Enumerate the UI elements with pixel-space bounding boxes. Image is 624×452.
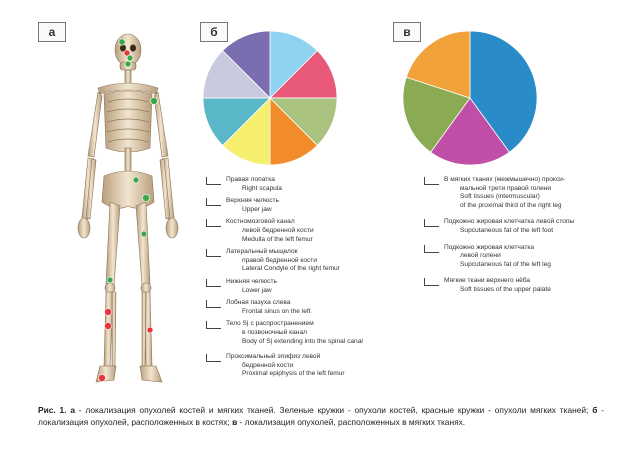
legend-item bbox=[206, 197, 396, 214]
legend-item bbox=[206, 176, 396, 193]
soft-marker-right-leg-2 bbox=[105, 323, 112, 330]
legend-item bbox=[424, 218, 614, 235]
legend-marker bbox=[206, 249, 221, 257]
legend-item bbox=[206, 218, 396, 244]
legend-label-ru-continued: левой голени bbox=[460, 252, 501, 260]
pie-chart-bone-tumors bbox=[200, 28, 340, 168]
figure-caption bbox=[38, 405, 604, 428]
legend-label-en: Medulla of the left femur bbox=[242, 235, 313, 243]
legend-label-en: Supcutaneous fat of the left foot bbox=[460, 226, 554, 234]
caption-a-text: - локализация опухолей костей и мягких тканей. Зеленые кружки - опухоли костей, красные кружки - опухоли мягких тканей; bbox=[75, 405, 589, 415]
panel-label-a: а bbox=[38, 22, 66, 42]
bone-marker-right-scapula bbox=[151, 98, 158, 105]
legend-marker bbox=[424, 245, 439, 253]
panel-label-b: б bbox=[200, 22, 228, 42]
legend-label-en: of the proximal third of the right leg bbox=[460, 201, 562, 209]
legend-label-ru: Латеральный мыщелок bbox=[226, 248, 298, 256]
legend-label-ru: Проксимальный эпифиз левой bbox=[226, 353, 321, 361]
legend-label-ru: Подкожно жировая клетчатка bbox=[444, 243, 535, 251]
legend-marker bbox=[424, 219, 439, 227]
legend-label-ru: Тело S| с распространением bbox=[226, 320, 314, 328]
panel-label-v: в bbox=[393, 22, 421, 42]
caption-fig-label: Рис. 1. bbox=[38, 405, 67, 415]
legend-item bbox=[424, 277, 614, 294]
legend-label-ru-continued: мальной трети правой голени bbox=[460, 184, 552, 192]
legend-item bbox=[206, 248, 396, 274]
legend-label-en: Right scapula bbox=[242, 184, 282, 192]
legend-label-en: Body of S| extending into the spinal canal bbox=[242, 337, 363, 345]
legend-item bbox=[206, 320, 396, 346]
soft-marker-left-foot bbox=[99, 375, 106, 382]
legend-label-ru: В мягких тканях (межмышечно) прокси- bbox=[444, 176, 566, 183]
legend-marker bbox=[206, 198, 221, 206]
legend-label-ru-continued: бедренной кости bbox=[242, 361, 294, 369]
legend-label-ru: Подкожно жировая клетчатка левой стопы bbox=[444, 218, 575, 226]
soft-marker-upper-palate bbox=[124, 50, 130, 56]
skeleton-illustration bbox=[70, 30, 190, 392]
bone-marker-right-femur-condyle bbox=[107, 277, 113, 283]
soft-marker-left-leg bbox=[147, 327, 153, 333]
legend-label-en: Lateral Condyle of the right femur bbox=[242, 265, 340, 273]
legend-soft-tissue-tumors bbox=[424, 176, 614, 299]
legend-marker bbox=[424, 278, 439, 286]
bone-marker-lower-jaw bbox=[125, 61, 131, 67]
caption-v-letter: в bbox=[232, 416, 238, 427]
legend-label-ru: Лобная пазуха слева bbox=[226, 299, 291, 307]
legend-label-en: Soft tissues (intermuscular) bbox=[460, 193, 540, 201]
legend-marker bbox=[424, 177, 439, 185]
legend-label-en: Lower jaw bbox=[242, 286, 272, 294]
legend-label-en: Proximal epiphysis of the left femur bbox=[242, 370, 345, 378]
legend-item bbox=[424, 176, 614, 210]
legend-marker bbox=[206, 177, 221, 185]
legend-label-ru: Верхняя челюсть bbox=[226, 197, 279, 205]
legend-item bbox=[206, 278, 396, 295]
bone-marker-left-femur-medulla bbox=[141, 231, 147, 237]
legend-label-ru-continued: левой бедренной кости bbox=[242, 226, 314, 234]
bone-marker-sacrum bbox=[133, 177, 139, 183]
legend-label-en: Frontal sinus on the left bbox=[242, 307, 311, 315]
legend-marker bbox=[206, 279, 221, 287]
legend-label-ru-continued: в позвоночный канал bbox=[242, 328, 307, 336]
caption-b-letter: б bbox=[592, 405, 598, 415]
legend-item bbox=[206, 299, 396, 316]
pie-chart-soft-tissue-tumors bbox=[400, 28, 540, 168]
bone-marker-left-femur-head bbox=[143, 195, 150, 202]
legend-marker bbox=[206, 354, 221, 362]
caption-v-text: - локализация опухолей, расположенных в мягких тканях. bbox=[237, 416, 466, 427]
legend-label-ru: Костномозговой канал bbox=[226, 218, 295, 226]
legend-label-en: Supcutaneous fat of the left leg bbox=[460, 260, 551, 268]
legend-label-ru-continued: правой бедренной кости bbox=[242, 256, 318, 264]
legend-marker bbox=[206, 300, 221, 308]
legend-label-ru: Нижняя челюсть bbox=[226, 277, 277, 285]
legend-bone-tumors bbox=[206, 176, 396, 383]
soft-marker-right-leg bbox=[105, 309, 112, 316]
bone-marker-frontal-sinus bbox=[119, 39, 125, 45]
legend-marker bbox=[206, 321, 221, 329]
legend-marker bbox=[206, 219, 221, 227]
legend-label-en: Soft tissues of the upper palate bbox=[460, 285, 551, 293]
legend-label-en: Upper jaw bbox=[242, 205, 272, 213]
legend-label-ru: Правая лопатка bbox=[226, 176, 275, 183]
legend-label-ru: Мягкие ткани верхнего нёба bbox=[444, 277, 531, 285]
legend-item bbox=[206, 353, 396, 379]
caption-a-letter: а bbox=[70, 405, 75, 415]
legend-item bbox=[424, 244, 614, 270]
caption-b-text: - локализация опухолей, расположенных в костях; bbox=[38, 405, 604, 427]
